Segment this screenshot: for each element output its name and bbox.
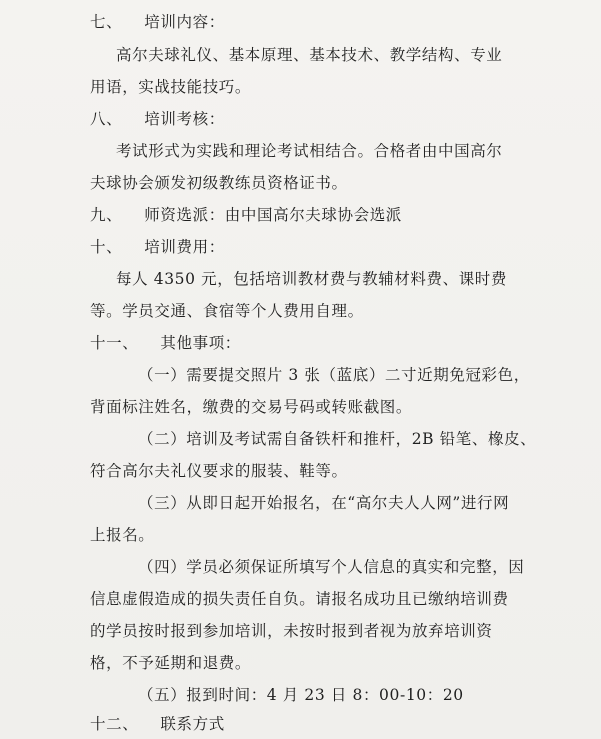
item-4-line-4: 格，不予延期和退费。 [90, 654, 252, 672]
section-12-heading: 十二、 联系方式 [90, 715, 225, 733]
item-2-line-1: （二）培训及考试需自备铁杆和推杆，2B 铅笔、橡皮、 [138, 430, 537, 448]
item-1-line-2: 背面标注姓名，缴费的交易号码或转账截图。 [90, 398, 413, 416]
section-7-body-line-1: 高尔夫球礼仪、基本原理、基本技术、教学结构、专业 [116, 46, 503, 64]
section-8-body-line-1: 考试形式为实践和理论考试相结合。合格者由中国高尔 [116, 142, 503, 160]
section-7-heading: 七、 培训内容： [90, 13, 225, 31]
section-7-body-line-2: 用语，实战技能技巧。 [90, 78, 252, 96]
item-4-line-2: 信息虚假造成的损失责任自负。请报名成功且已缴纳培训费 [90, 590, 509, 608]
item-3-line-2: 上报名。 [90, 526, 155, 544]
section-10-heading: 十、 培训费用： [90, 238, 225, 256]
item-2-line-2: 符合高尔夫礼仪要求的服装、鞋等。 [90, 462, 348, 480]
item-1-line-1: （一）需要提交照片 3 张（蓝底）二寸近期免冠彩色， [138, 366, 530, 384]
section-8-heading: 八、 培训考核： [90, 110, 225, 128]
item-4-line-1: （四）学员必须保证所填写个人信息的真实和完整，因 [138, 558, 525, 576]
section-8-body-line-2: 夫球协会颁发初级教练员资格证书。 [90, 174, 348, 192]
section-10-body-line-1: 每人 4350 元，包括培训教材费与教辅材料费、课时费 [116, 270, 508, 288]
item-5-line-1: （五）报到时间：4 月 23 日 8：00-10：20 [138, 686, 464, 704]
section-10-body-line-2: 等。学员交通、食宿等个人费用自理。 [90, 302, 364, 320]
section-11-heading: 十一、 其他事项： [90, 334, 241, 352]
item-3-line-1: （三）从即日起开始报名，在“高尔夫人人网”进行网 [138, 494, 510, 512]
item-4-line-3: 的学员按时报到参加培训，未按时报到者视为放弃培训资 [90, 622, 493, 640]
section-9-heading: 九、 师资选派：由中国高尔夫球协会选派 [90, 206, 402, 224]
